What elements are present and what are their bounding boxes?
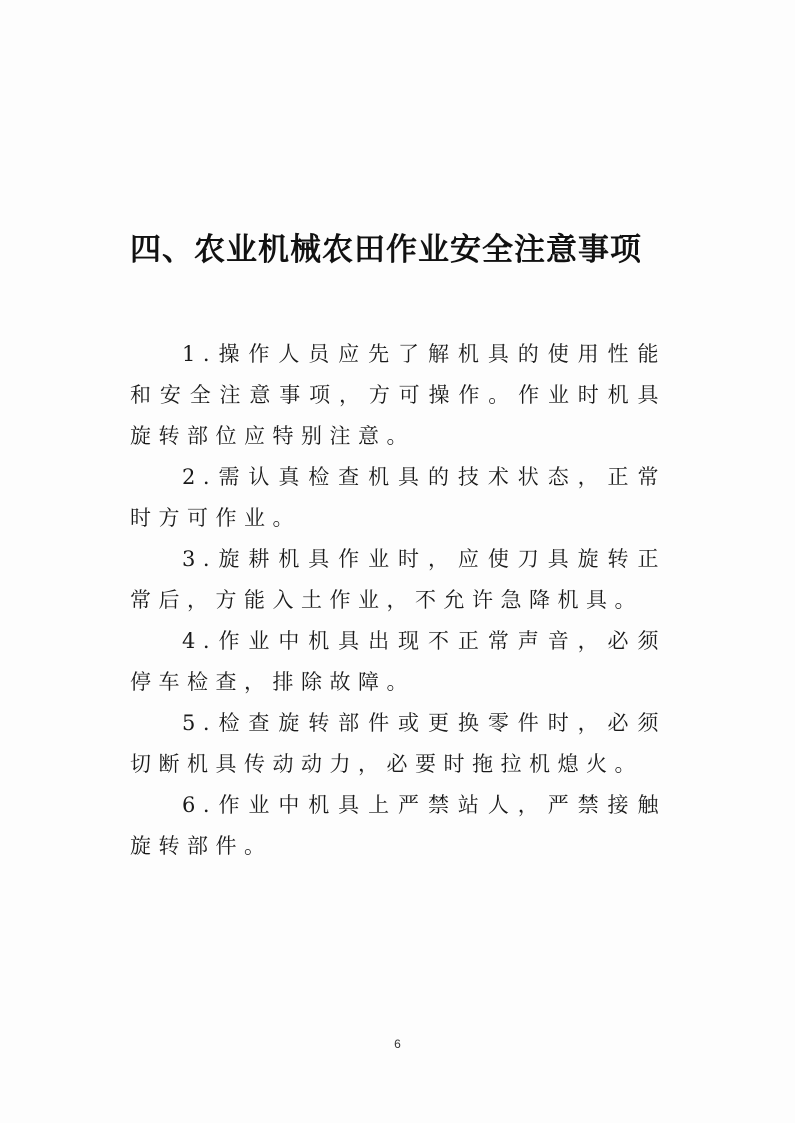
paragraph-item-1: 1.操作人员应先了解机具的使用性能和安全注意事项，方可操作。作业时机具旋转部位应特别注意。 (130, 342, 666, 448)
paragraph-item-2: 2.需认真检查机具的技术状态，正常时方可作业。 (130, 465, 666, 530)
document-body (130, 334, 666, 867)
paragraph-item-3: 3.旋耕机具作业时，应使刀具旋转正常后，方能入土作业，不允许急降机具。 (130, 547, 666, 612)
section-title: 四、农业机械农田作业安全注意事项 (130, 232, 642, 268)
paragraph-item-4: 4.作业中机具出现不正常声音，必须停车检查，排除故障。 (130, 629, 666, 694)
paragraph-item-6: 6.作业中机具上严禁站人，严禁接触旋转部件。 (130, 793, 666, 858)
page-number: 6 (394, 1037, 401, 1051)
paragraph-item-5: 5.检查旋转部件或更换零件时，必须切断机具传动动力，必要时拖拉机熄火。 (130, 711, 666, 776)
